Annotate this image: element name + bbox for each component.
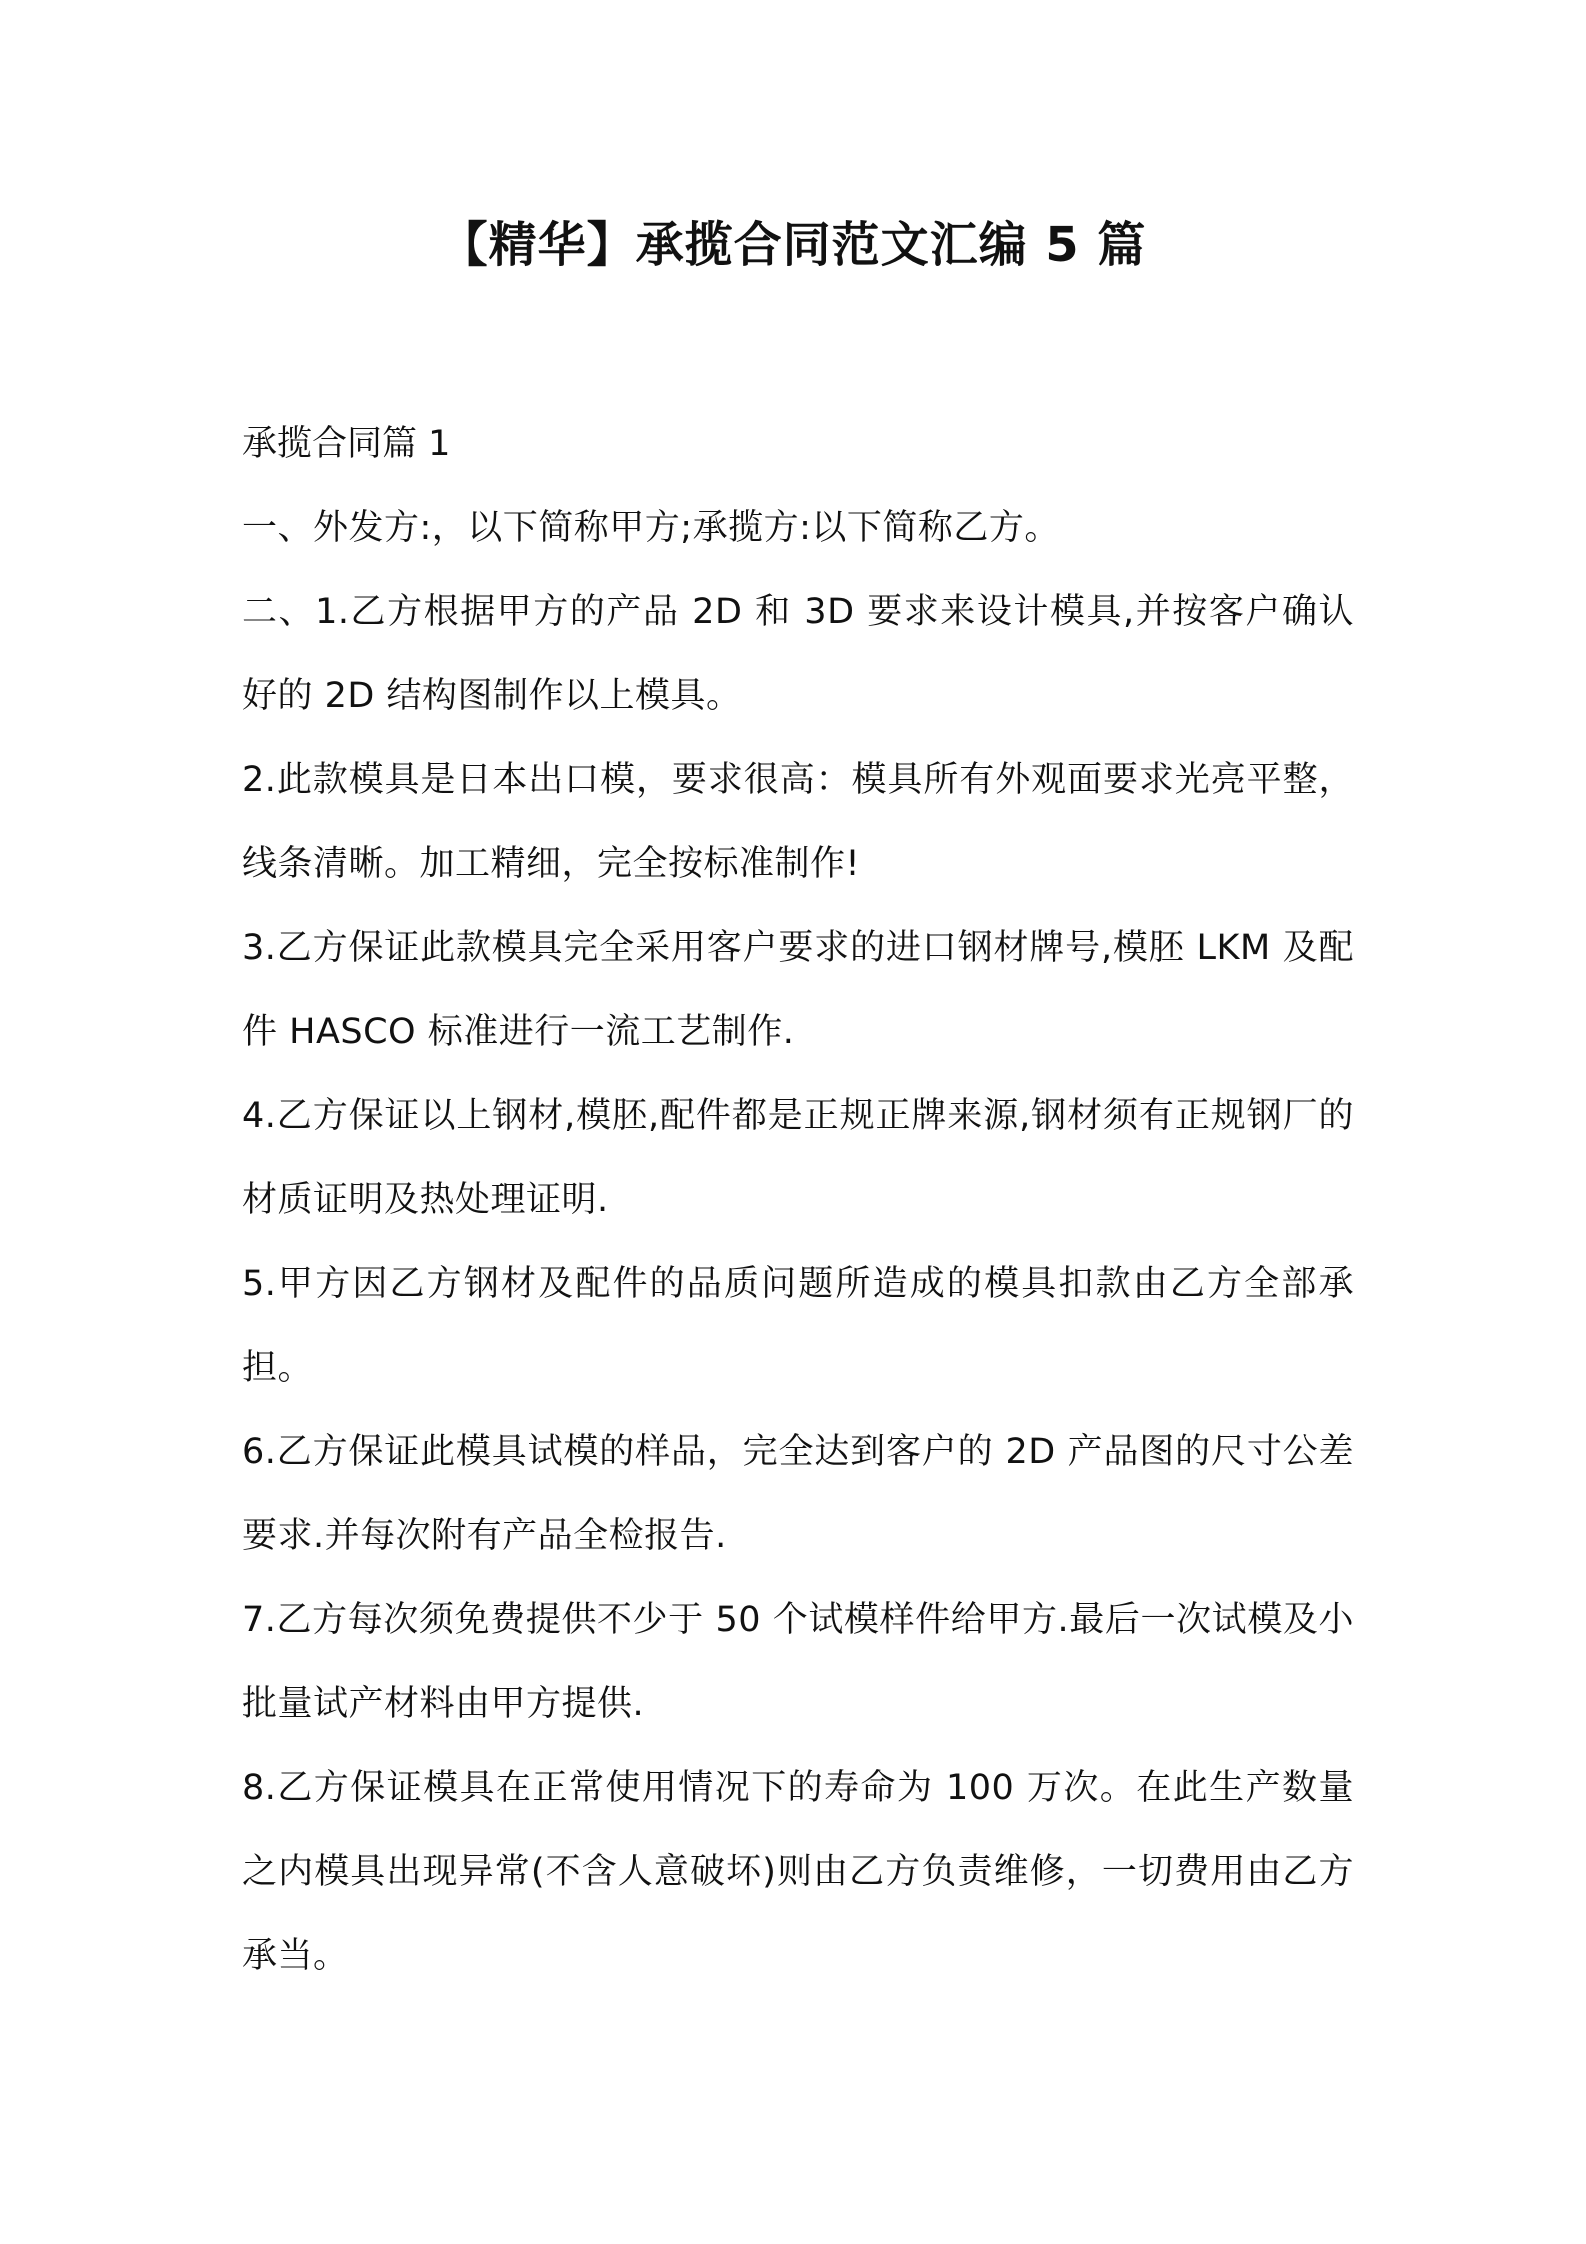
paragraph-7: 6.乙方保证此模具试模的样品，完全达到客户的 2D 产品图的尺寸公差要求.并每次附有产品全检报告.: [242, 1432, 1354, 1556]
document-body: [242, 402, 1354, 1998]
paragraph-8: 7.乙方每次须免费提供不少于 50 个试模样件给甲方.最后一次试模及小批量试产材料由甲方提供.: [242, 1600, 1354, 1724]
paragraph-2: 二、1.乙方根据甲方的产品 2D 和 3D 要求来设计模具,并按客户确认好的 2D 结构图制作以上模具。: [242, 592, 1354, 716]
paragraph-5: 4.乙方保证以上钢材,模胚,配件都是正规正牌来源,钢材须有正规钢厂的材质证明及热处理证明.: [242, 1096, 1354, 1220]
document-title: 【精华】承揽合同范文汇编 5 篇: [439, 217, 1147, 273]
paragraph-4: 3.乙方保证此款模具完全采用客户要求的进口钢材牌号,模胚 LKM 及配件 HASCO 标准进行一流工艺制作.: [242, 928, 1354, 1052]
section-heading: 承揽合同篇 1: [242, 424, 451, 464]
paragraph-6: 5.甲方因乙方钢材及配件的品质问题所造成的模具扣款由乙方全部承担。: [242, 1264, 1354, 1388]
paragraph-1: 一、外发方:，以下简称甲方;承揽方:以下简称乙方。: [242, 508, 1060, 548]
paragraph-9: 8.乙方保证模具在正常使用情况下的寿命为 100 万次。在此生产数量之内模具出现异常(不含人意破坏)则由乙方负责维修，一切费用由乙方承当。: [242, 1768, 1354, 1976]
paragraph-3: 2.此款模具是日本出口模，要求很高：模具所有外观面要求光亮平整，线条清晰。加工精细，完全按标准制作!: [242, 760, 1354, 884]
